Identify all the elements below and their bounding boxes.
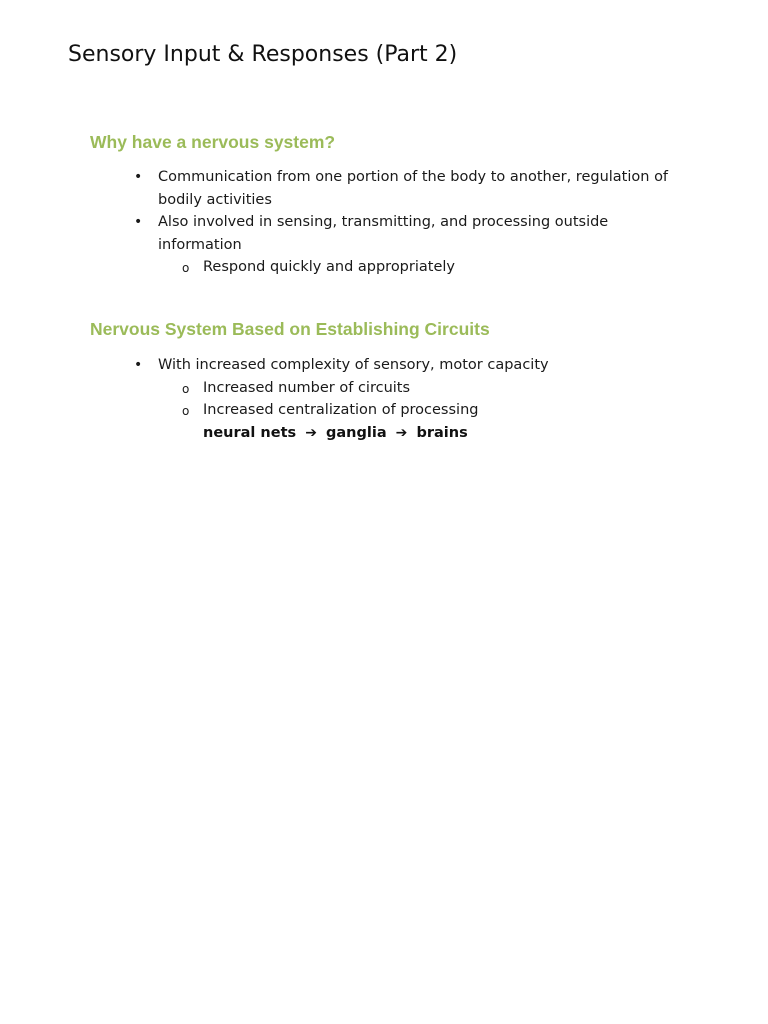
circle-bullet-icon: o	[182, 261, 190, 275]
flow-step-brains: brains	[416, 424, 468, 441]
sub-list-item-text: Increased number of circuits	[203, 379, 411, 396]
list-item-text: Also involved in sensing, transmitting, and processing outside information	[158, 214, 609, 253]
section-circuits-list	[0, 354, 768, 444]
page-title: Sensory Input & Responses (Part 2)	[68, 42, 458, 67]
section-heading-why-nervous-system: Why have a nervous system?	[90, 132, 336, 152]
section-heading-circuits: Nervous System Based on Establishing Circuits	[90, 319, 490, 339]
bullet-dot-icon: •	[134, 214, 143, 230]
right-arrow-icon: ➔	[395, 424, 408, 441]
sub-list-item	[0, 399, 683, 422]
circle-bullet-icon: o	[182, 381, 190, 396]
sub-list-item-text: Increased centralization of processing	[203, 402, 479, 418]
flow-step-ganglia: ganglia	[326, 424, 387, 441]
sub-list-item	[0, 377, 683, 400]
sub-list-item-text: Respond quickly and appropriately	[203, 259, 455, 275]
flow-step-neural-nets: neural nets	[203, 424, 297, 441]
circle-bullet-icon: o	[182, 404, 190, 418]
list-item	[0, 354, 678, 377]
list-item-text: Communication from one portion of the body to another, regulation of bodily activities	[158, 169, 669, 208]
bullet-dot-icon: •	[134, 169, 143, 185]
section-why-nervous-system-list	[0, 166, 768, 279]
list-item	[0, 166, 678, 211]
list-item-text: With increased complexity of sensory, motor capacity	[158, 357, 549, 373]
sub-list-item	[0, 256, 683, 279]
list-item	[0, 211, 678, 256]
progression-flow	[0, 422, 768, 445]
right-arrow-icon: ➔	[305, 424, 317, 441]
bullet-dot-icon: •	[134, 357, 143, 373]
